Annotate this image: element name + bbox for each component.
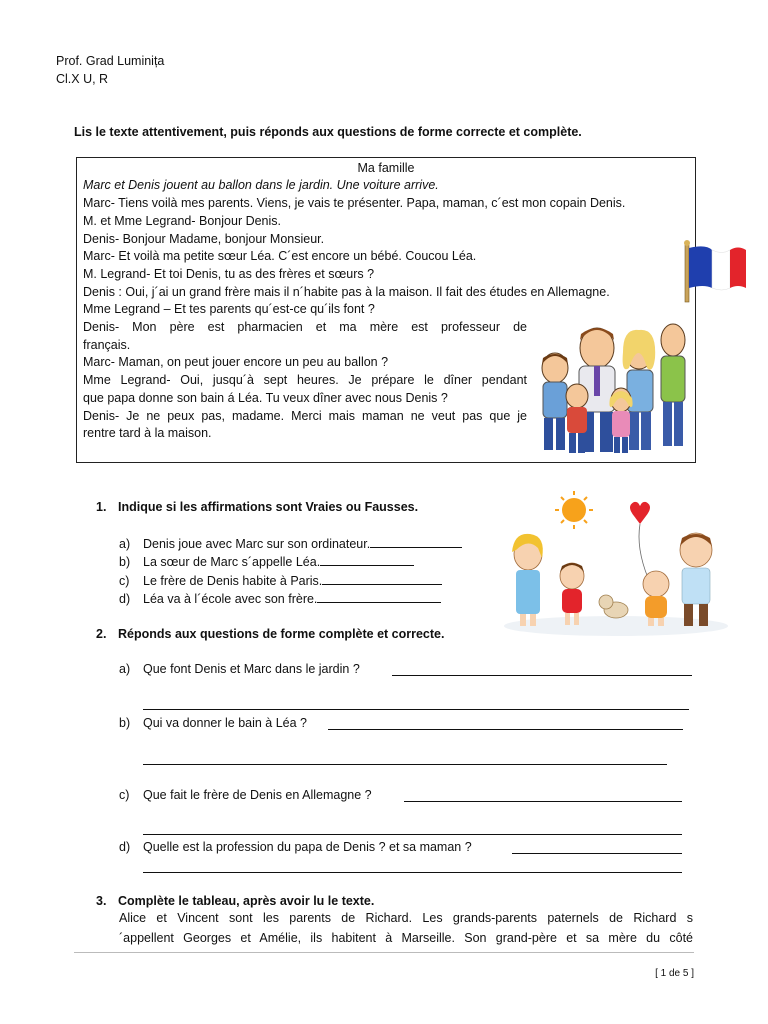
answer-blank[interactable]: [370, 537, 462, 548]
text-line: Mme Legrand – Et tes parents qu´est-ce qu´ils font ?: [83, 302, 375, 316]
answer-blank[interactable]: [322, 574, 442, 585]
question-text: Complète le tableau, après avoir lu le texte.: [118, 894, 375, 908]
text-line: M. Legrand- Et toi Denis, tu as des frères et sœurs ?: [83, 267, 375, 281]
text-intro: Marc et Denis jouent au ballon dans le jardin. Une voiture arrive.: [83, 178, 439, 192]
family-illustration: [535, 318, 695, 458]
answer-blank[interactable]: [317, 592, 441, 603]
answer-line[interactable]: [512, 853, 682, 854]
class-label: Cl.X U, R: [56, 72, 109, 86]
q2-item-d: d) Quelle est la profession du papa de Denis ? et sa maman ?: [119, 840, 472, 854]
q3-paragraph-line: Alice et Vincent sont les parents de Richard. Les grands-parents paternels de Richard s: [119, 911, 693, 925]
teacher-name: Prof. Grad Luminița: [56, 54, 165, 68]
q1-item-a: a) Denis joue avec Marc sur son ordinateur.: [119, 537, 462, 551]
text-line: rentre tard à la maison.: [83, 426, 212, 440]
text-line: Marc- Maman, on peut jouer encore un peu au ballon ?: [83, 355, 389, 369]
question-3: [96, 894, 374, 908]
q1-item-d: d) Léa va à l´école avec son frère.: [119, 592, 441, 606]
answer-line[interactable]: [404, 801, 682, 802]
answer-line[interactable]: [328, 729, 683, 730]
text-line: Marc- Et voilà ma petite sœur Léa. C´est encore un bébé. Coucou Léa.: [83, 249, 477, 263]
question-number: 3.: [96, 894, 107, 908]
question-number: 2.: [96, 627, 107, 641]
answer-line[interactable]: [143, 764, 667, 765]
q2-item-c: c) Que fait le frère de Denis en Allemagne ?: [119, 788, 372, 802]
q2-item-a: a) Que font Denis et Marc dans le jardin ?: [119, 662, 360, 676]
text-title: Ma famille: [357, 161, 415, 175]
q2-item-b: b) Qui va donner le bain à Léa ?: [119, 716, 308, 730]
answer-line[interactable]: [143, 872, 682, 873]
instruction: Lis le texte attentivement, puis réponds aux questions de forme correcte et complète.: [74, 125, 582, 139]
question-number: 1.: [96, 500, 107, 514]
text-line: Denis : Oui, j´ai un grand frère mais il n´habite pas à la maison. Il fait des études en Allemagne.: [83, 285, 610, 299]
answer-blank[interactable]: [320, 555, 414, 566]
q3-paragraph-line: ´appellent Georges et Amélie, ils habitent à Marseille. Son grand-père et sa mère du côté: [119, 931, 693, 945]
page-number: [ 1 de 5 ]: [655, 968, 694, 979]
text-line: Denis- Bonjour Madame, bonjour Monsieur.: [83, 232, 325, 246]
footer-divider: [74, 952, 694, 953]
q1-item-b: b) La sœur de Marc s´appelle Léa.: [119, 555, 414, 569]
text-line: français.: [83, 338, 131, 352]
french-flag-icon: [682, 240, 748, 304]
text-line: Denis- Je ne peux pas, madame. Merci mais maman ne veut pas que je: [83, 409, 527, 423]
text-line: M. et Mme Legrand- Bonjour Denis.: [83, 214, 282, 228]
question-text: Indique si les affirmations sont Vraies ou Fausses.: [118, 500, 419, 514]
children-illustration: [500, 488, 732, 638]
text-line: Marc- Tiens voilà mes parents. Viens, je vais te présenter. Papa, maman, c´est mon copain Denis.: [83, 196, 626, 210]
answer-line[interactable]: [143, 834, 682, 835]
text-line: Denis- Mon père est pharmacien et ma mère est professeur de: [83, 320, 527, 334]
text-line: que papa donne son bain á Léa. Tu veux dîner avec nous Denis ?: [83, 391, 448, 405]
question-2: [96, 627, 444, 641]
answer-line[interactable]: [392, 675, 692, 676]
question-1: [96, 500, 418, 514]
text-line: Mme Legrand- Oui, jusqu´à sept heures. Je prépare le dîner pendant: [83, 373, 527, 387]
q1-item-c: c) Le frère de Denis habite à Paris.: [119, 574, 442, 588]
text-box: [76, 157, 696, 463]
question-text: Réponds aux questions de forme complète et correcte.: [118, 627, 445, 641]
answer-line[interactable]: [143, 709, 689, 710]
